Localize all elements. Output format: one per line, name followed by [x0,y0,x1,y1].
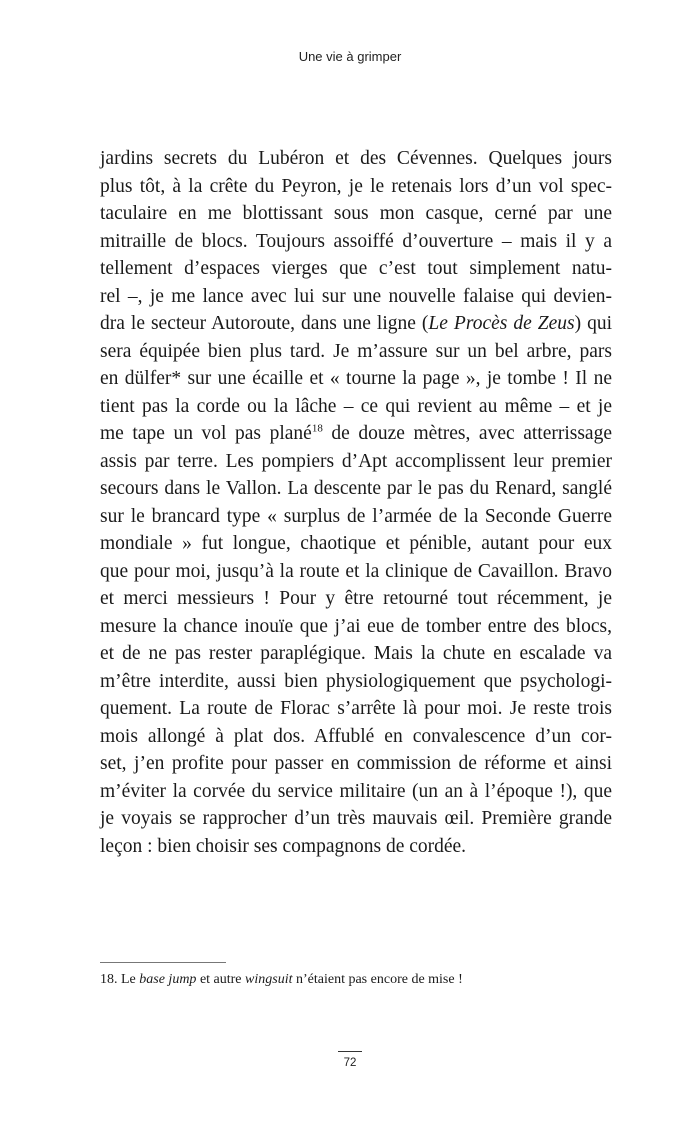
body-text [100,145,612,860]
text-line: je voyais se rapprocher d’un très mauvais œil. Première grande [100,808,612,829]
text-line: et de ne pas rester paraplégique. Mais la chute en escalade va [100,643,612,664]
text-line [100,310,612,338]
text-line: plus tôt, à la crête du Peyron, je le retenais lors d’un vol spec- [100,175,612,197]
text-line: mois allongé à plat dos. Affublé en convalescence d’un cor- [100,725,612,747]
footnote-text: n’étaient pas encore de mise ! [292,972,463,987]
text-line: tellement d’espaces vierges que c’est tout simplement natu- [100,258,612,279]
page-number: 72 [343,1057,357,1069]
text-line: rel –, je me lance avec lui sur une nouvelle falaise qui devien- [100,285,612,307]
footnote-rule [100,962,226,963]
footnote-text: et autre [196,972,246,987]
text-line: assis par terre. Les pompiers d’Apt accomplissent leur premier [100,450,612,472]
text-segment: me tape un vol pas plané [100,423,312,444]
text-line: en dülfer* sur une écaille et « tourne la page », je tombe ! Il ne [100,368,612,389]
footnote-text: Le [121,972,140,987]
text-line: m’éviter la corvée du service militaire (un an à l’époque !), que [100,780,612,802]
text-line: et merci messieurs ! Pour y être retourné tout récemment, je [100,588,612,609]
footnote-italic-term: base jump [139,972,197,987]
text-line: set, j’en profite pour passer en commission de réforme et ainsi [100,753,612,774]
text-line: mondiale » fut longue, chaotique et pénible, autant pour eux [100,533,612,554]
footnote [100,972,463,988]
text-line: que pour moi, jusqu’à la route et la clinique de Cavaillon. Bravo [100,560,612,582]
text-line: leçon : bien choisir ses compagnons de cordée. [100,835,467,857]
page-number-rule [338,1051,362,1052]
text-line: secours dans le Vallon. La descente par le pas du Renard, sanglé [100,478,612,499]
text-line [100,420,612,448]
footnote-reference: 18 [311,422,323,435]
text-line: m’être interdite, aussi bien physiologiquement que psychologi- [100,670,612,692]
text-line: mesure la chance inouïe que j’ai eue de tomber entre des blocs, [100,615,612,637]
text-line: quement. La route de Florac s’arrête là pour moi. Je reste trois [100,698,612,719]
text-line: jardins secrets du Lubéron et des Cévennes. Quelques jours [100,148,612,169]
text-line: mitraille de blocs. Toujours assoiffé d’ouverture – mais il y a [100,230,612,252]
text-segment: ) qui [574,313,613,334]
text-line: sera équipée bien plus tard. Je m’assure sur un bel arbre, pars [100,340,612,362]
italic-title: Le Procès de Zeus [428,313,575,334]
footnote-italic-term: wingsuit [245,972,293,987]
text-line: taculaire en me blottissant sous mon casque, cerné par une [100,203,612,224]
footnote-number: 18. [100,972,118,987]
text-line: sur le brancard type « surplus de l’armée de la Seconde Guerre [100,505,612,527]
text-line: tient pas la corde ou la lâche – ce qui revient au même – et je [100,395,612,417]
text-segment: dra le secteur Autoroute, dans une ligne ( [100,313,429,334]
running-head: Une vie à grimper [298,49,402,64]
text-segment: de douze mètres, avec atterrissage [322,423,612,444]
